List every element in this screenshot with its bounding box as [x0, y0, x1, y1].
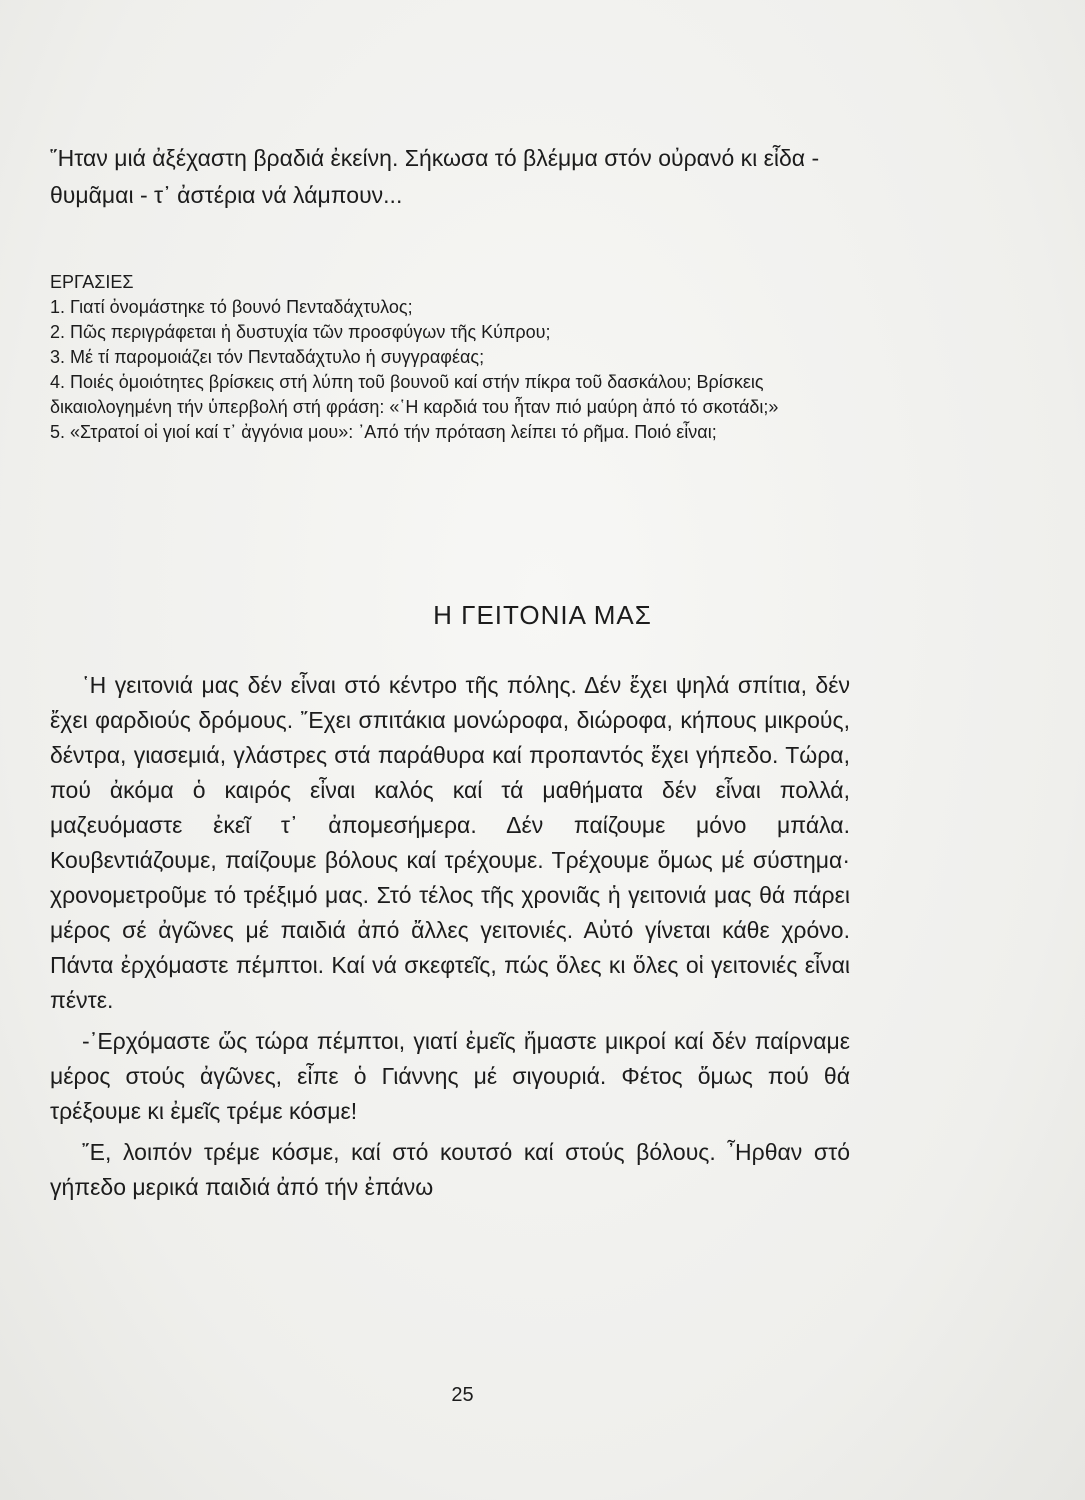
story-title: Η ΓΕΙΤΟΝΙΑ ΜΑΣ — [433, 600, 652, 630]
intro-text: ῞Ηταν μιά ἀξέχαστη βραδιά ἐκείνη. Σήκωσα τό βλέμμα στόν οὐρανό κι εἶδα - θυμᾶμαι - τ᾽ ἀστέρια νά λάμπουν... — [50, 145, 820, 208]
story-paragraph: ῾Η γειτονιά μας δέν εἶναι στό κέντρο τῆς πόλης. Δέν ἔχει ψηλά σπίτια, δέν ἔχει φαρδιούς δρόμους. ῎Εχει σπιτάκια μονώροφα, διώροφα, κήπους μικρούς, δέντρα, γιασεμιά, γλάστρες στά παράθυρα καί προπαντός ἔχει γήπεδο. Τώρα, πού ἀκόμα ὁ καιρός εἶναι καλός καί τά μαθήματα δέν εἶναι πολλά, μαζευόμαστε ἐκεῖ τ᾽ ἀπομεσήμερα. Δέν παίζουμε μόνο μπάλα. Κουβεντιάζουμε, παίζουμε βόλους καί τρέχουμε. Τρέχουμε ὅμως μέ σύστημα· χρονομετροῦμε τό τρέξιμό μας. Στό τέλος τῆς χρονιᾶς ἡ γειτονιά μας θά πάρει μέρος σέ ἀγῶνες μέ παιδιά ἀπό ἄλλες γειτονιές. Αὐτό γίνεται κάθε χρόνο. Πάντα ἐρχόμαστε πέμπτοι. Καί νά σκεφτεῖς, πώς ὅλες κι ὅλες οἱ γειτονιές εἶναι πέντε. — [50, 672, 850, 1013]
exercises-heading: ΕΡΓΑΣΙΕΣ — [50, 272, 134, 292]
exercise-item: 1. Γιατί ὀνομάστηκε τό βουνό Πενταδάχτυλος; — [50, 297, 413, 317]
story-paragraph: -᾽Ερχόμαστε ὥς τώρα πέμπτοι, γιατί ἐμεῖς ἤμαστε μικροί καί δέν παίρναμε μέρος στούς ἀγῶνες, εἶπε ὁ Γιάννης μέ σιγουριά. Φέτος ὅμως πού θά τρέξουμε κι ἐμεῖς τρέμε κόσμε! — [50, 1028, 850, 1124]
exercise-item: 3. Μέ τί παρομοιάζει τόν Πενταδάχτυλο ἡ συγγραφέας; — [50, 347, 485, 367]
exercise-item: 4. Ποιές ὁμοιότητες βρίσκεις στή λύπη τοῦ βουνοῦ καί στήν πίκρα τοῦ δασκάλου; Βρίσκεις δικαιολογημένη τήν ὑπερβολή στή φράση: «῾Η καρδιά του ἦταν πιό μαύρη ἀπό τό σκοτάδι;» — [50, 372, 779, 417]
exercise-item: 5. «Στρατοί οἱ γιοί καί τ᾽ ἀγγόνια μου»: ᾽Από τήν πρόταση λείπει τό ρῆμα. Ποιό εἶναι; — [50, 422, 717, 442]
intro-passage — [50, 140, 850, 214]
exercises-list — [50, 295, 850, 445]
exercises-section — [50, 270, 850, 445]
story-paragraph: ῎Ε, λοιπόν τρέμε κόσμε, καί στό κουτσό καί στούς βόλους. ῏Ηρθαν στό γήπεδο μερικά παιδιά ἀπό τήν ἐπάνω — [50, 1139, 850, 1200]
exercise-item: 2. Πῶς περιγράφεται ἡ δυστυχία τῶν προσφύγων τῆς Κύπρου; — [50, 322, 551, 342]
page-number: 25 — [451, 1384, 474, 1406]
story-body — [50, 668, 850, 1205]
